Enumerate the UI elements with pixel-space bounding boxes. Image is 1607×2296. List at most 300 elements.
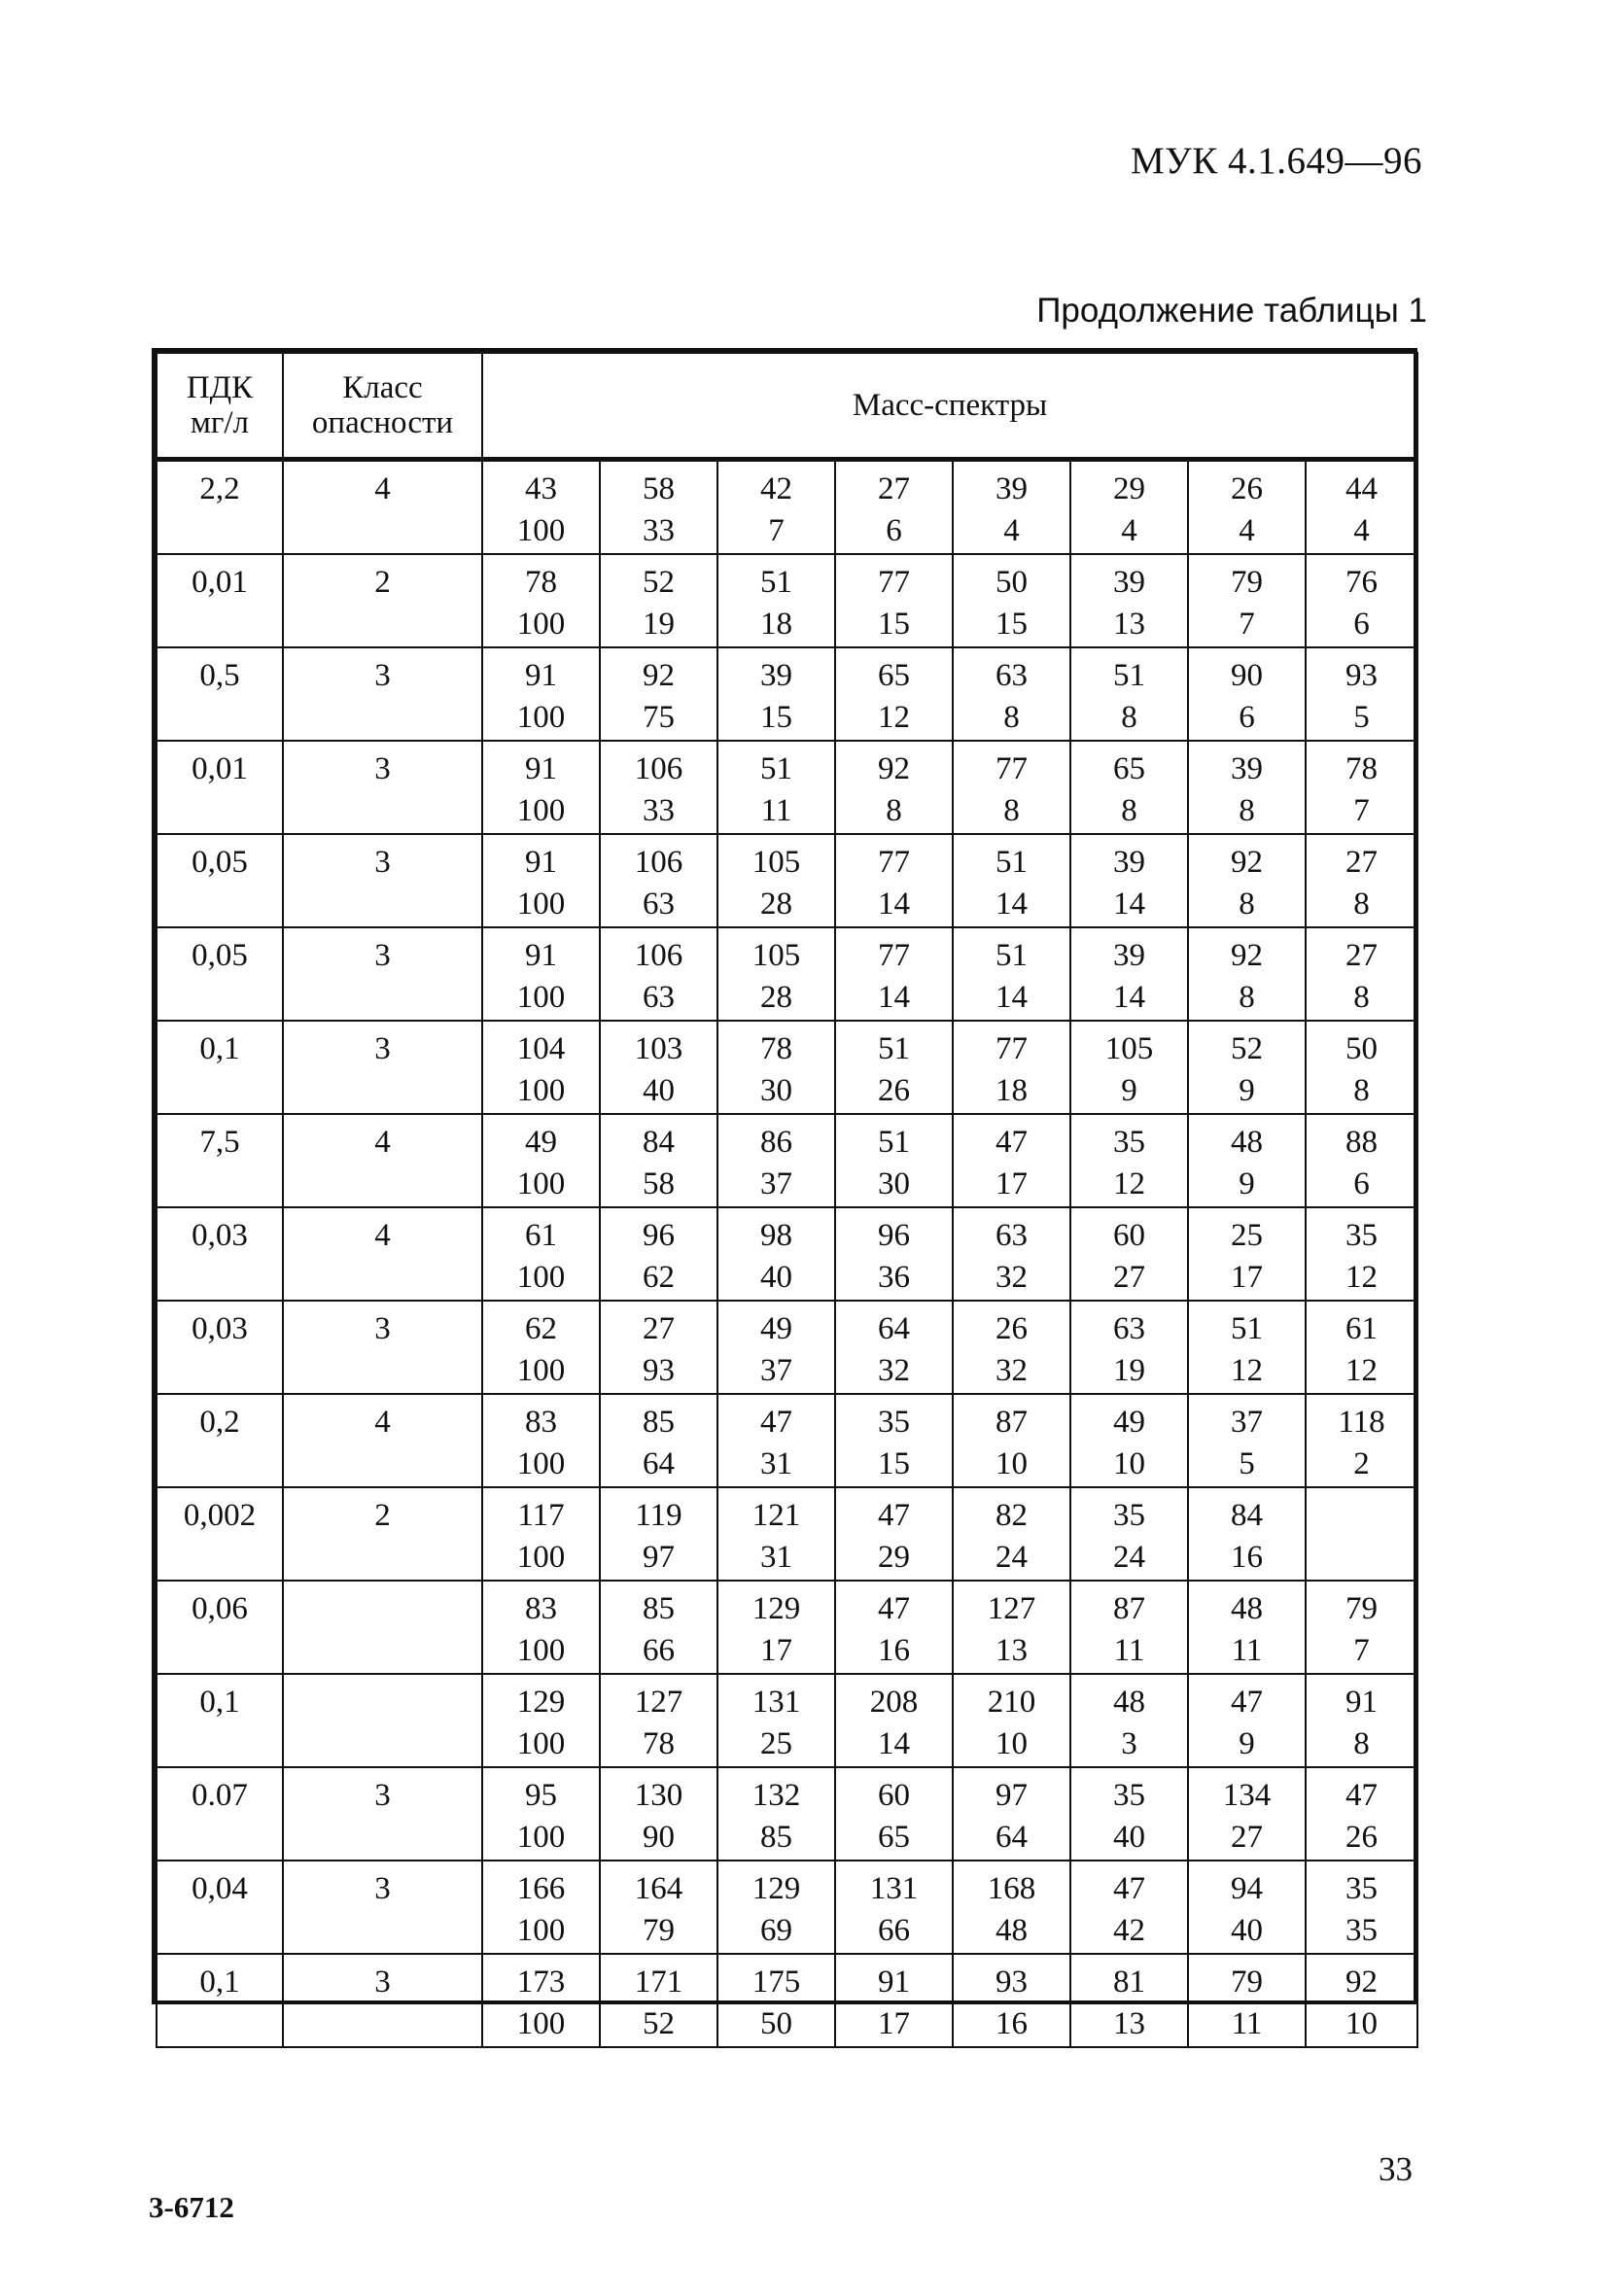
intensity-value: 4 [1353, 513, 1370, 548]
intensity-value: 100 [516, 1633, 566, 1668]
table-row [157, 927, 1417, 1021]
mz-value: 51 [760, 751, 792, 786]
pdk-value: 0,002 [183, 1498, 257, 1533]
header-pdk-line2: мг/л [190, 405, 250, 440]
spectrum-cell [717, 834, 835, 927]
hazard-class-cell [283, 647, 482, 741]
mz-value: 39 [996, 471, 1028, 506]
spectrum-cell [1070, 834, 1188, 927]
intensity-value: 79 [643, 1913, 675, 1948]
mz-value: 63 [996, 658, 1028, 693]
intensity-value: 8 [1003, 700, 1020, 735]
intensity-value: 15 [996, 607, 1028, 642]
spectrum-cell [482, 1954, 600, 2047]
pdk-cell [157, 741, 283, 834]
spectrum-cell [1188, 1021, 1306, 1114]
intensity-value: 40 [643, 1073, 675, 1108]
spectrum-cell [1306, 1301, 1417, 1394]
spectrum-cell [1070, 1861, 1188, 1954]
pdk-value: 0,1 [199, 1031, 240, 1066]
spectrum-cell [1306, 1394, 1417, 1487]
intensity-value: 8 [1353, 887, 1370, 922]
mz-value: 61 [525, 1218, 557, 1253]
mz-value: 92 [1231, 845, 1263, 880]
mz-value: 210 [987, 1685, 1036, 1720]
mz-value: 85 [643, 1591, 675, 1626]
spectrum-cell [600, 1394, 717, 1487]
spectrum-cell [482, 1487, 600, 1581]
mz-value: 82 [996, 1498, 1028, 1533]
intensity-value: 12 [1345, 1260, 1379, 1295]
hazard-class-cell [283, 554, 482, 647]
pdk-cell [157, 834, 283, 927]
intensity-value: 11 [1231, 2006, 1263, 2041]
intensity-value: 7 [1353, 793, 1370, 828]
intensity-value: 8 [1003, 793, 1020, 828]
spectrum-cell [717, 1114, 835, 1207]
intensity-value: 9 [1239, 1726, 1255, 1761]
mz-value: 48 [1231, 1591, 1263, 1626]
spectrum-cell [1070, 554, 1188, 647]
hazard-class-value: 4 [374, 1218, 391, 1253]
mz-value: 39 [1113, 565, 1145, 600]
spectrum-cell [953, 1301, 1070, 1394]
spectrum-cell [1188, 1207, 1306, 1301]
pdk-value: 7,5 [199, 1125, 240, 1160]
mz-value: 96 [878, 1218, 910, 1253]
intensity-value: 100 [516, 1913, 566, 1948]
hazard-class-value: 3 [374, 938, 391, 973]
intensity-value: 100 [516, 1540, 566, 1575]
table-row [157, 741, 1417, 834]
spectrum-cell [1306, 1954, 1417, 2047]
hazard-class-cell [283, 1487, 482, 1581]
mz-value: 129 [751, 1591, 801, 1626]
intensity-value: 29 [878, 1540, 910, 1575]
table-header-row [157, 353, 1417, 460]
mz-value: 92 [1231, 938, 1263, 973]
mz-value: 76 [1345, 565, 1379, 600]
intensity-value: 14 [1113, 887, 1145, 922]
intensity-value: 5 [1239, 1446, 1255, 1481]
spectrum-cell [1188, 1581, 1306, 1674]
spectrum-cell [953, 834, 1070, 927]
intensity-value: 7 [1353, 1633, 1370, 1668]
spectrum-cell [1188, 647, 1306, 741]
pdk-value: 0,1 [199, 1965, 240, 2000]
mz-value: 44 [1345, 471, 1379, 506]
mz-value: 91 [525, 845, 557, 880]
mz-value: 78 [525, 565, 557, 600]
mz-value: 91 [525, 658, 557, 693]
mz-value: 26 [996, 1311, 1028, 1346]
intensity-value: 27 [1231, 1820, 1263, 1855]
intensity-value: 8 [1121, 700, 1137, 735]
intensity-value: 14 [996, 887, 1028, 922]
mz-value: 208 [869, 1685, 919, 1720]
mz-value: 81 [1113, 1965, 1145, 2000]
intensity-value: 9 [1121, 1073, 1137, 1108]
spectrum-cell [600, 1114, 717, 1207]
mz-value: 95 [525, 1778, 557, 1813]
spectrum-cell [600, 834, 717, 927]
pdk-cell [157, 1021, 283, 1114]
mz-value: 39 [1113, 845, 1145, 880]
pdk-cell [157, 1581, 283, 1674]
hazard-class-cell [283, 1021, 482, 1114]
spectrum-cell [600, 1207, 717, 1301]
spectrum-cell [1306, 460, 1417, 555]
mz-value: 129 [751, 1871, 801, 1906]
mz-value: 77 [878, 938, 910, 973]
mz-value: 117 [517, 1498, 565, 1533]
intensity-value: 17 [996, 1166, 1028, 1201]
mz-value: 96 [643, 1218, 675, 1253]
spectrum-cell [600, 460, 717, 555]
mz-value: 49 [1113, 1405, 1145, 1440]
intensity-value: 100 [516, 513, 566, 548]
mz-value: 48 [1231, 1125, 1263, 1160]
intensity-value: 10 [1345, 2006, 1379, 2041]
intensity-value: 11 [1113, 1633, 1145, 1668]
pdk-cell [157, 1487, 283, 1581]
intensity-value: 78 [643, 1726, 675, 1761]
intensity-value: 63 [643, 980, 675, 1015]
mz-value: 84 [1231, 1498, 1263, 1533]
pdk-value: 0,04 [192, 1871, 248, 1906]
spectrum-cell [1306, 834, 1417, 927]
spectrum-cell [482, 1861, 600, 1954]
intensity-value: 93 [643, 1353, 675, 1388]
pdk-value: 0,05 [192, 845, 248, 880]
mz-value: 164 [634, 1871, 683, 1906]
mz-value: 42 [760, 471, 792, 506]
mz-value: 35 [1113, 1778, 1145, 1813]
mz-value: 27 [1345, 845, 1379, 880]
mz-value: 79 [1231, 1965, 1263, 2000]
intensity-value: 17 [878, 2006, 910, 2041]
mz-value: 105 [751, 938, 801, 973]
spectrum-cell [1070, 1581, 1188, 1674]
pdk-value: 0,03 [192, 1311, 248, 1346]
intensity-value: 4 [1121, 513, 1137, 548]
spectrum-cell [1188, 741, 1306, 834]
mz-value: 58 [643, 471, 675, 506]
spectrum-cell [1070, 460, 1188, 555]
mz-value: 35 [1345, 1871, 1379, 1906]
spectrum-cell [600, 1674, 717, 1767]
mz-value: 77 [878, 565, 910, 600]
pdk-cell [157, 554, 283, 647]
intensity-value: 40 [760, 1260, 792, 1295]
mz-value: 47 [878, 1591, 910, 1626]
spectrum-cell [482, 1301, 600, 1394]
mz-value: 129 [516, 1685, 566, 1720]
mz-value: 78 [760, 1031, 792, 1066]
spectrum-cell [1188, 554, 1306, 647]
hazard-class-value: 2 [374, 1498, 391, 1533]
spectrum-cell [1070, 1207, 1188, 1301]
hazard-class-cell [283, 1394, 482, 1487]
mz-value: 51 [878, 1031, 910, 1066]
spectrum-cell [835, 741, 953, 834]
header-class-line1: Класс [342, 370, 423, 405]
intensity-value: 15 [878, 607, 910, 642]
intensity-value: 40 [1231, 1913, 1263, 1948]
pdk-value: 0,01 [192, 565, 248, 600]
mz-value: 98 [760, 1218, 792, 1253]
table-row [157, 1487, 1417, 1581]
spectrum-cell [835, 1954, 953, 2047]
mz-value: 51 [878, 1125, 910, 1160]
spectrum-cell [1188, 1301, 1306, 1394]
intensity-value: 32 [996, 1353, 1028, 1388]
hazard-class-cell [283, 741, 482, 834]
spectrum-cell [600, 927, 717, 1021]
print-code: 3-6712 [149, 2190, 234, 2224]
mz-value: 50 [996, 565, 1028, 600]
intensity-value: 17 [1231, 1260, 1263, 1295]
spectrum-cell [1070, 927, 1188, 1021]
mz-value: 166 [516, 1871, 566, 1906]
mz-value: 77 [996, 751, 1028, 786]
intensity-value: 6 [1239, 700, 1255, 735]
mz-value: 51 [996, 938, 1028, 973]
spectrum-cell [482, 1674, 600, 1767]
mz-value: 85 [643, 1405, 675, 1440]
spectrum-cell [835, 1301, 953, 1394]
intensity-value: 8 [1353, 1726, 1370, 1761]
table-row [157, 1954, 1417, 2047]
spectrum-cell [600, 1021, 717, 1114]
spectrum-cell [953, 1861, 1070, 1954]
spectrum-cell [1070, 1301, 1188, 1394]
pdk-cell [157, 1394, 283, 1487]
intensity-value: 11 [1231, 1633, 1263, 1668]
spectrum-cell [1306, 1487, 1417, 1581]
intensity-value: 4 [1239, 513, 1255, 548]
intensity-value: 100 [516, 1446, 566, 1481]
mz-value: 83 [525, 1405, 557, 1440]
intensity-value: 28 [760, 887, 792, 922]
spectrum-cell [953, 1674, 1070, 1767]
spectrum-cell [953, 647, 1070, 741]
spectrum-cell [717, 1674, 835, 1767]
intensity-value: 5 [1353, 700, 1370, 735]
mz-value: 64 [878, 1311, 910, 1346]
table-row [157, 1021, 1417, 1114]
spectrum-cell [600, 1301, 717, 1394]
intensity-value: 30 [760, 1073, 792, 1108]
intensity-value: 4 [1003, 513, 1020, 548]
spectrum-cell [717, 1021, 835, 1114]
hazard-class-cell [283, 1581, 482, 1674]
intensity-value: 8 [1239, 793, 1255, 828]
spectrum-cell [482, 1021, 600, 1114]
header-pdk-line1: ПДК [186, 370, 254, 405]
spectrum-cell [953, 1114, 1070, 1207]
mz-value: 27 [878, 471, 910, 506]
spectrum-cell [835, 1207, 953, 1301]
intensity-value: 7 [768, 513, 785, 548]
mz-value: 171 [634, 1965, 683, 2000]
intensity-value: 33 [643, 513, 675, 548]
header-hazard-class [283, 353, 482, 460]
table-row [157, 834, 1417, 927]
spectrum-cell [953, 1954, 1070, 2047]
spectrum-cell [953, 1021, 1070, 1114]
document-code: МУК 4.1.649—96 [1130, 140, 1422, 182]
spectrum-cell [600, 647, 717, 741]
page-number: 33 [1379, 2150, 1413, 2188]
mz-value: 51 [1231, 1311, 1263, 1346]
mz-value: 47 [760, 1405, 792, 1440]
spectrum-cell [1306, 1114, 1417, 1207]
mz-value: 127 [634, 1685, 683, 1720]
mz-value: 47 [1345, 1778, 1379, 1813]
spectrum-cell [482, 1581, 600, 1674]
mz-value: 131 [869, 1871, 919, 1906]
spectrum-cell [953, 1767, 1070, 1861]
mz-value: 173 [516, 1965, 566, 2000]
pdk-cell [157, 1861, 283, 1954]
intensity-value: 14 [878, 980, 910, 1015]
spectrum-cell [482, 1394, 600, 1487]
spectrum-cell [835, 1487, 953, 1581]
intensity-value: 13 [1113, 607, 1145, 642]
table-caption: Продолжение таблицы 1 [1036, 292, 1427, 330]
table-row [157, 1767, 1417, 1861]
mz-value: 39 [760, 658, 792, 693]
mz-value: 50 [1345, 1031, 1379, 1066]
spectrum-cell [1188, 1394, 1306, 1487]
hazard-class-cell [283, 1674, 482, 1767]
intensity-value: 100 [516, 887, 566, 922]
spectrum-cell [953, 741, 1070, 834]
intensity-value: 12 [1345, 1353, 1379, 1388]
intensity-value: 63 [643, 887, 675, 922]
mz-value: 130 [634, 1778, 683, 1813]
intensity-value: 100 [516, 1260, 566, 1295]
mz-value: 39 [1113, 938, 1145, 973]
intensity-value: 37 [760, 1166, 792, 1201]
table-row [157, 460, 1417, 555]
intensity-value: 100 [516, 793, 566, 828]
pdk-value: 2,2 [199, 471, 240, 506]
spectrum-cell [1188, 834, 1306, 927]
spectrum-cell [1070, 1767, 1188, 1861]
spectrum-cell [1070, 1021, 1188, 1114]
spectrum-cell [1188, 1487, 1306, 1581]
hazard-class-cell [283, 1114, 482, 1207]
mz-value: 26 [1231, 471, 1263, 506]
intensity-value: 13 [996, 1633, 1028, 1668]
mz-value: 106 [634, 751, 683, 786]
hazard-class-value: 3 [374, 1965, 391, 2000]
spectrum-cell [953, 1487, 1070, 1581]
intensity-value: 9 [1239, 1073, 1255, 1108]
spectrum-cell [835, 554, 953, 647]
intensity-value: 100 [516, 1166, 566, 1201]
mz-value: 175 [751, 1965, 801, 2000]
mz-value: 35 [878, 1405, 910, 1440]
intensity-value: 16 [1231, 1540, 1263, 1575]
intensity-value: 12 [1113, 1166, 1145, 1201]
mz-value: 47 [1231, 1685, 1263, 1720]
mz-value: 105 [1104, 1031, 1154, 1066]
pdk-value: 0,5 [199, 658, 240, 693]
intensity-value: 100 [516, 1726, 566, 1761]
table-row [157, 1674, 1417, 1767]
intensity-value: 26 [878, 1073, 910, 1108]
intensity-value: 6 [886, 513, 902, 548]
mass-spectra-table [152, 348, 1417, 2041]
intensity-value: 16 [878, 1633, 910, 1668]
mz-value: 97 [996, 1778, 1028, 1813]
mz-value: 60 [1113, 1218, 1145, 1253]
mz-value: 168 [987, 1871, 1036, 1906]
intensity-value: 30 [878, 1166, 910, 1201]
mz-value: 90 [1231, 658, 1263, 693]
mz-value: 47 [996, 1125, 1028, 1160]
mz-value: 62 [525, 1311, 557, 1346]
spectrum-cell [953, 460, 1070, 555]
intensity-value: 100 [516, 700, 566, 735]
hazard-class-cell [283, 1861, 482, 1954]
mz-value: 132 [751, 1778, 801, 1813]
spectrum-cell [600, 1954, 717, 2047]
mz-value: 79 [1345, 1591, 1379, 1626]
pdk-cell [157, 1301, 283, 1394]
spectrum-cell [1188, 1674, 1306, 1767]
intensity-value: 19 [1113, 1353, 1145, 1388]
intensity-value: 75 [643, 700, 675, 735]
intensity-value: 10 [1113, 1446, 1145, 1481]
mz-value: 35 [1113, 1125, 1145, 1160]
intensity-value: 27 [1113, 1260, 1145, 1295]
spectrum-cell [835, 460, 953, 555]
spectrum-cell [1070, 1114, 1188, 1207]
mz-value: 52 [1231, 1031, 1263, 1066]
intensity-value: 37 [760, 1353, 792, 1388]
mz-value: 77 [996, 1031, 1028, 1066]
intensity-value: 8 [1121, 793, 1137, 828]
intensity-value: 25 [760, 1726, 792, 1761]
pdk-cell [157, 647, 283, 741]
spectrum-cell [1188, 1861, 1306, 1954]
mz-value: 83 [525, 1591, 557, 1626]
mz-value: 25 [1231, 1218, 1263, 1253]
mz-value: 79 [1231, 565, 1263, 600]
spectrum-cell [717, 1487, 835, 1581]
hazard-class-value: 3 [374, 658, 391, 693]
header-mass-spectra [482, 353, 1417, 460]
hazard-class-value: 3 [374, 1871, 391, 1906]
mz-value: 91 [525, 938, 557, 973]
pdk-cell [157, 1954, 283, 2047]
header-mass-spectra-label: Масс-спектры [852, 388, 1048, 423]
spectrum-cell [835, 1021, 953, 1114]
mz-value: 63 [996, 1218, 1028, 1253]
mz-value: 49 [525, 1125, 557, 1160]
spectrum-cell [717, 1954, 835, 2047]
pdk-value: 0,01 [192, 751, 248, 786]
mz-value: 61 [1345, 1311, 1379, 1346]
hazard-class-cell [283, 460, 482, 555]
intensity-value: 15 [760, 700, 792, 735]
intensity-value: 31 [760, 1540, 792, 1575]
hazard-class-value: 4 [374, 1405, 391, 1440]
